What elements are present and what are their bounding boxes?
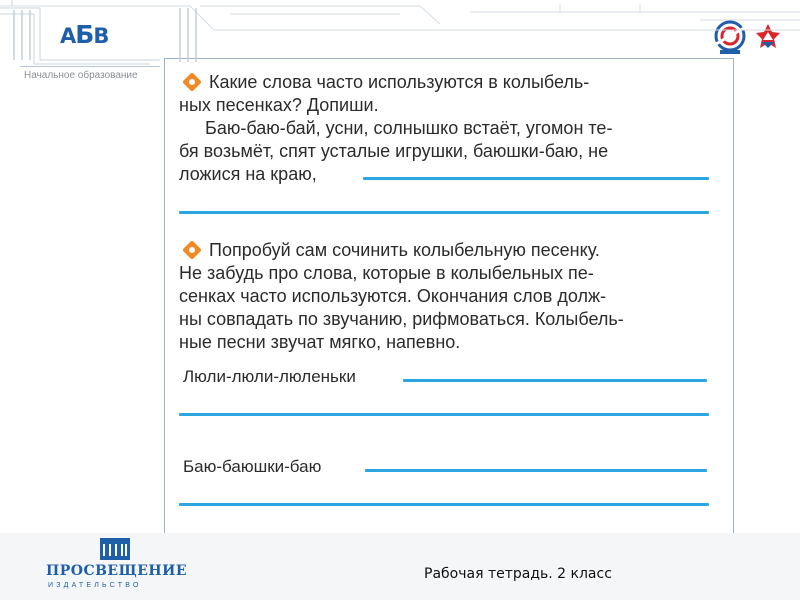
exercise-card [164, 58, 734, 534]
answer-line[interactable] [363, 177, 709, 180]
footer-circuit-pattern [0, 0, 800, 67]
abv-logo: АБВ [60, 20, 109, 49]
answer-line[interactable] [403, 379, 707, 382]
book-title: Рабочая тетрадь. 2 класс [424, 566, 612, 582]
task1-question: Какие слова часто используются в колыбель- ных песенках? Допиши. Баю-баю-бай, усни, солнышко встаёт, угомон те- бя возьмёт, спят усталые игрушки, баюшки-баю, не ложися на краю, [179, 72, 613, 184]
orange-diamond-icon [182, 240, 202, 260]
orange-diamond-icon [182, 72, 202, 92]
answer-line[interactable] [179, 211, 709, 214]
answer-line[interactable] [365, 469, 707, 472]
task2-question: Попробуй сам сочинить колыбельную песенку. Не забудь про слова, которые в колыбельных пе- сенках часто используются. Окончания слов долж- ны совпадать по звучанию, рифмоваться. Колыбель- ные песни звучат мягко, напевно. [179, 240, 624, 352]
answer-line[interactable] [179, 413, 709, 416]
series-subtitle: Начальное образование [24, 70, 138, 81]
publisher-name: ПРОСВЕЩЕНИЕ [46, 563, 187, 579]
answer-line[interactable] [179, 503, 709, 506]
publisher-subtitle: ИЗДАТЕЛЬСТВО [48, 582, 142, 589]
lullaby-prompt-2: Баю-баюшки-баю [183, 457, 322, 476]
lullaby-prompt-1: Люли-люли-люленьки [183, 367, 356, 386]
